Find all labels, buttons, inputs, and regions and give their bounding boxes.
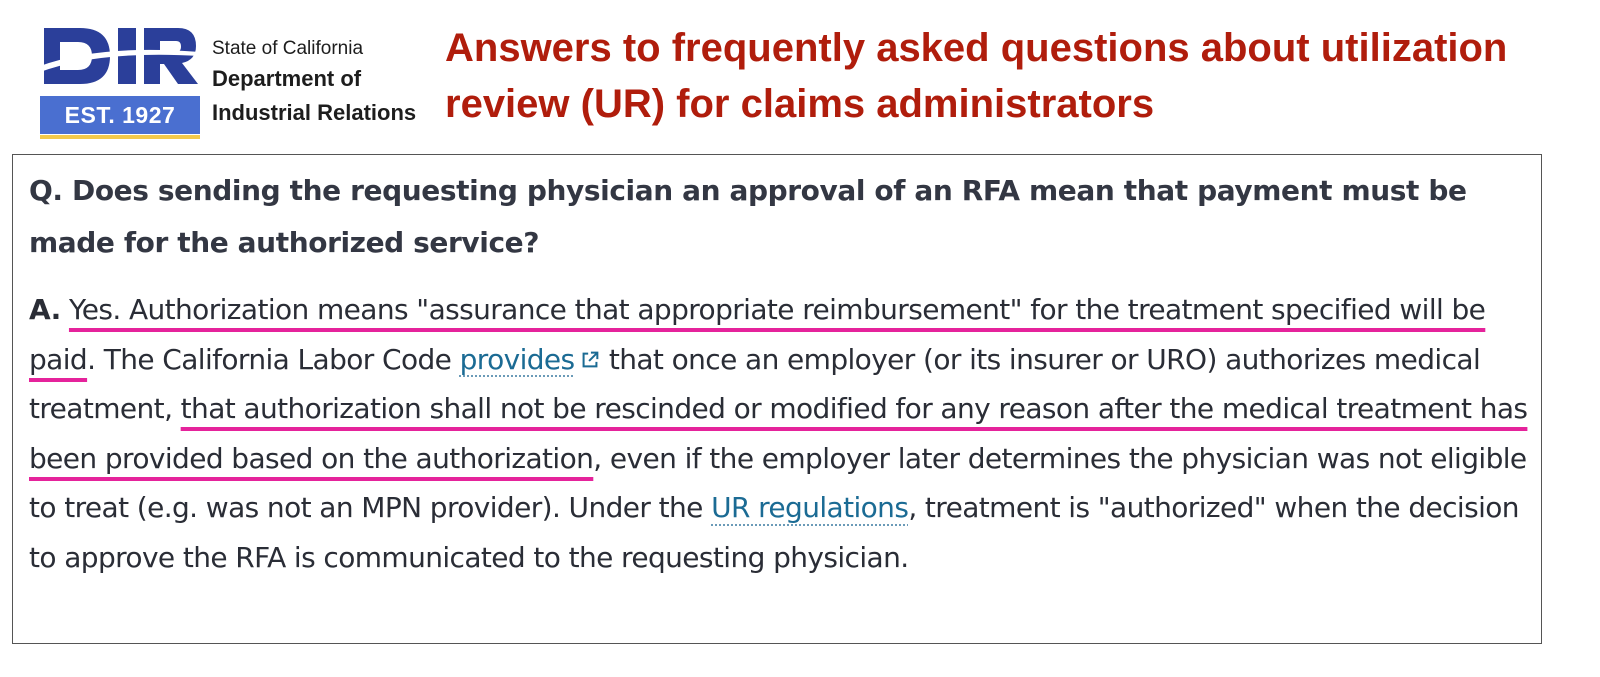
answer-prefix: A.: [29, 293, 61, 326]
est-year-bar: EST. 1927: [40, 96, 200, 134]
page-title: Answers to frequently asked questions about utilization review (UR) for claims administrators: [445, 26, 1508, 126]
labor-code-link[interactable]: [460, 343, 601, 376]
answer-text: that once an employer (or its insurer or URO) authorizes medical treatment,: [29, 342, 1481, 425]
external-link-icon: [579, 349, 601, 371]
highlight-not-rescinded: that authorization shall not be rescinded or modified for any reason after the medical treatment has been provided based on the authorization: [29, 392, 1528, 475]
dir-logo: [40, 26, 430, 140]
org-dept-line2: Industrial Relations: [212, 100, 417, 125]
answer-text: . The California Labor Code: [87, 342, 460, 376]
logo-accent-line: [40, 135, 200, 139]
faq-box: [12, 154, 1542, 644]
org-dept-line1: Department of: [212, 66, 362, 91]
dir-logo-mark: [40, 26, 200, 86]
answer-text: , even if the employer later determines the physician was not eligible to treat (e.g. was not an MPN provider). Under the: [29, 441, 1527, 524]
answer-text: , treatment is "authorized" when the decision to approve the RFA is communicated to the requesting physician.: [29, 491, 1519, 574]
faq-answer: [29, 285, 1534, 582]
org-state: State of California: [212, 38, 364, 59]
ur-regulations-link[interactable]: UR regulations: [711, 491, 909, 524]
org-name: [212, 36, 416, 130]
faq-question: Q. Does sending the requesting physician an approval of an RFA mean that payment must be made for the authorized service?: [29, 174, 1467, 259]
highlight-authorization-meaning: Yes. Authorization means "assurance that appropriate reimbursement" for the treatment specified will be paid: [29, 293, 1486, 376]
labor-code-link-label: provides: [459, 342, 575, 376]
